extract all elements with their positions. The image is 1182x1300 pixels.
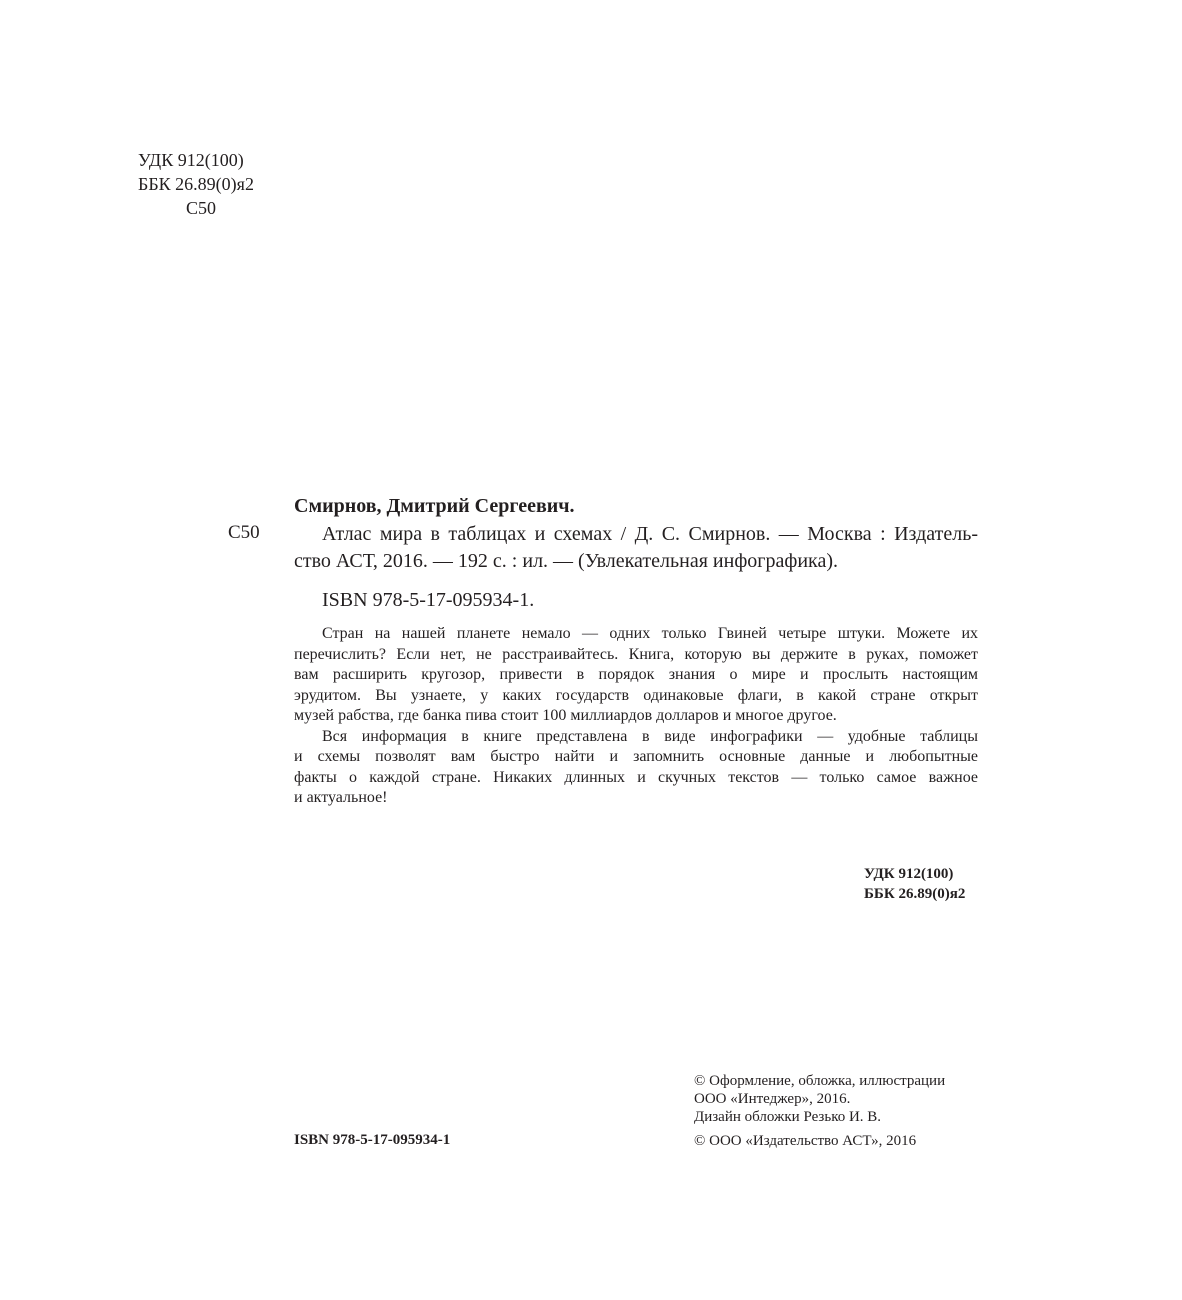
author-heading: Смирнов, Дмитрий Сергеевич. [294,495,575,517]
biblio-line: Атлас мира в таблицах и схемах / Д. С. Смирнов. — Москва : Издатель- [322,523,978,545]
isbn-card: ISBN 978-5-17-095934-1. [322,589,535,611]
isbn-footer: ISBN 978-5-17-095934-1 [294,1132,451,1148]
annotation-line: эрудитом. Вы узнаете, у каких государств одинаковые флаги, в какой стране открыт [294,686,978,704]
annotation [294,624,978,809]
biblio-line: ство АСТ, 2016. — 192 с. : ил. — (Увлекательная инфографика). [294,550,838,572]
annotation-line: факты о каждой стране. Никаких длинных и скучных текстов — только самое важное [294,768,978,786]
bbk-code-card: ББК 26.89(0)я2 [864,886,966,902]
annotation-line: Стран на нашей планете немало — одних только Гвиней четыре штуки. Можете их [322,625,978,642]
classification-codes-card [864,864,965,904]
copyright-line: ООО «Интеджер», 2016. [694,1091,851,1107]
annotation-line: перечислить? Если нет, не расстраивайтесь. Книга, которую вы держите в руках, поможет [294,645,978,663]
publisher-copyright: © ООО «Издательство АСТ», 2016 [694,1133,917,1149]
bibliographic-description [294,521,978,575]
author-mark-card: С50 [228,522,260,543]
copyright-line: Дизайн обложки Резько И. В. [694,1109,882,1125]
annotation-line: и актуальное! [294,789,388,806]
udk-code-top: УДК 912(100) [138,150,244,170]
copyright-block [694,1072,945,1150]
udk-code-card: УДК 912(100) [864,866,954,882]
annotation-line: Вся информация в книге представлена в виде инфографики — удобные таблицы [322,727,978,745]
bbk-code-top: ББК 26.89(0)я2 [138,174,254,194]
author-mark-top: С50 [186,198,217,218]
annotation-line: вам расширить кругозор, привести в порядок знания о мире и прослыть настоящим [294,666,978,683]
copyright-line: © Оформление, обложка, иллюстрации [694,1073,946,1089]
annotation-line: и схемы позволят вам быстро найти и запомнить основные данные и любопытные [294,748,978,765]
annotation-line: музей рабства, где банка пива стоит 100 миллиардов долларов и многое другое. [294,707,837,724]
